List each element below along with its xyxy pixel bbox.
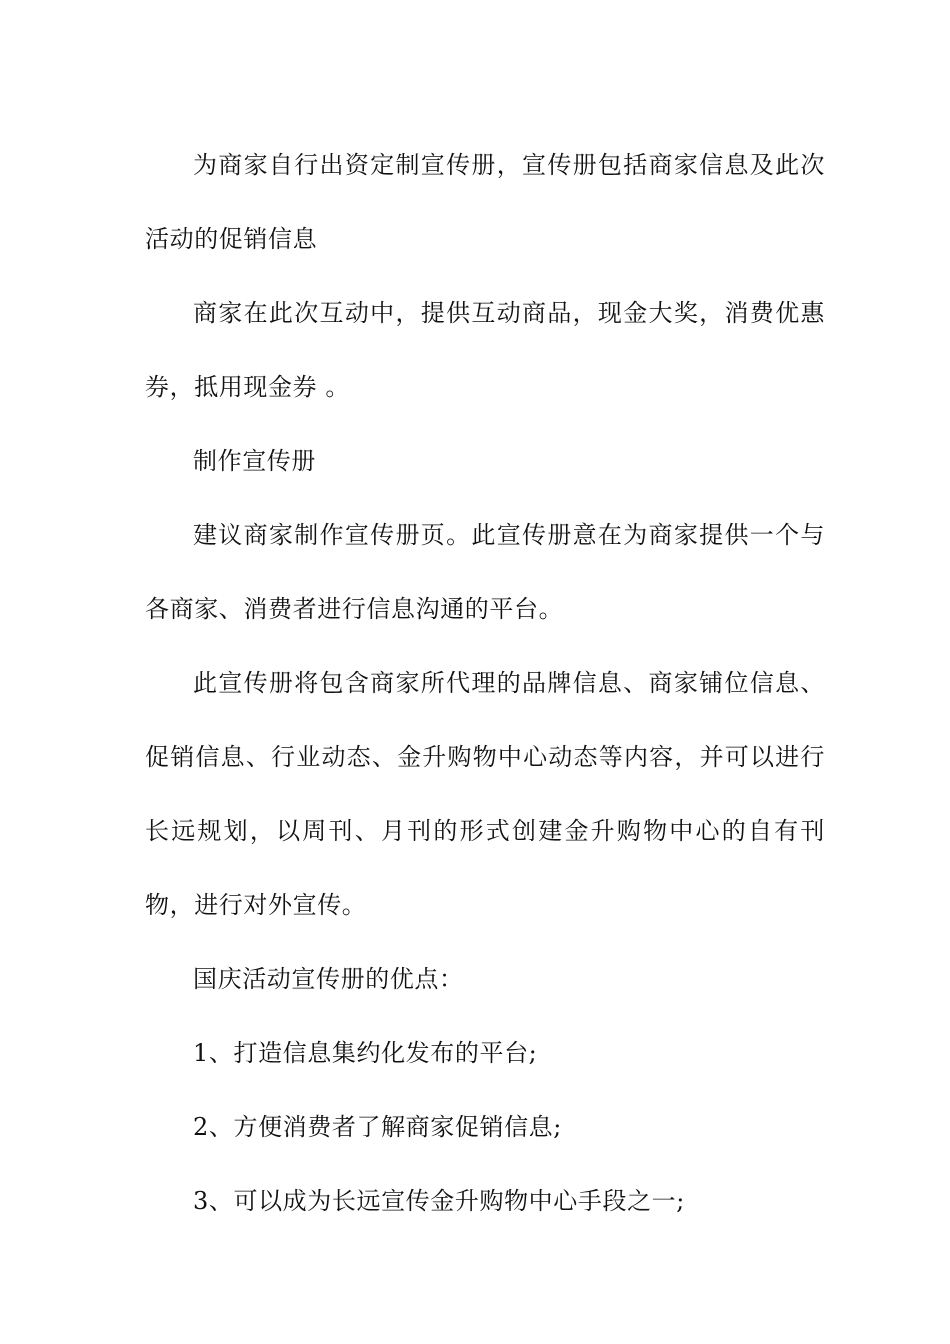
paragraph-brochure-intro: 为商家自行出资定制宣传册，宣传册包括商家信息及此次活动的促销信息 bbox=[145, 151, 825, 253]
paragraph-merchant-offers: 商家在此次互动中，提供互动商品，现金大奖，消费优惠券，抵用现金券 。 bbox=[145, 299, 825, 401]
document-body bbox=[145, 128, 825, 1238]
paragraph-brochure-content: 此宣传册将包含商家所代理的品牌信息、商家铺位信息、促销信息、行业动态、金升购物中心动态等内容，并可以进行长远规划，以周刊、月刊的形式创建金升购物中心的自有刊物，进行对外宣传。 bbox=[145, 669, 825, 919]
paragraph-heading-make-brochure: 制作宣传册 bbox=[193, 447, 316, 475]
list-item-advantage-2: 2、方便消费者了解商家促销信息; bbox=[193, 1113, 562, 1141]
paragraph-brochure-suggestion: 建议商家制作宣传册页。此宣传册意在为商家提供一个与各商家、消费者进行信息沟通的平台。 bbox=[145, 521, 825, 623]
list-item-advantage-1: 1、打造信息集约化发布的平台; bbox=[193, 1039, 538, 1067]
list-item-advantage-3: 3、可以成为长远宣传金升购物中心手段之一; bbox=[193, 1187, 685, 1215]
paragraph-advantages-heading: 国庆活动宣传册的优点： bbox=[193, 965, 464, 993]
